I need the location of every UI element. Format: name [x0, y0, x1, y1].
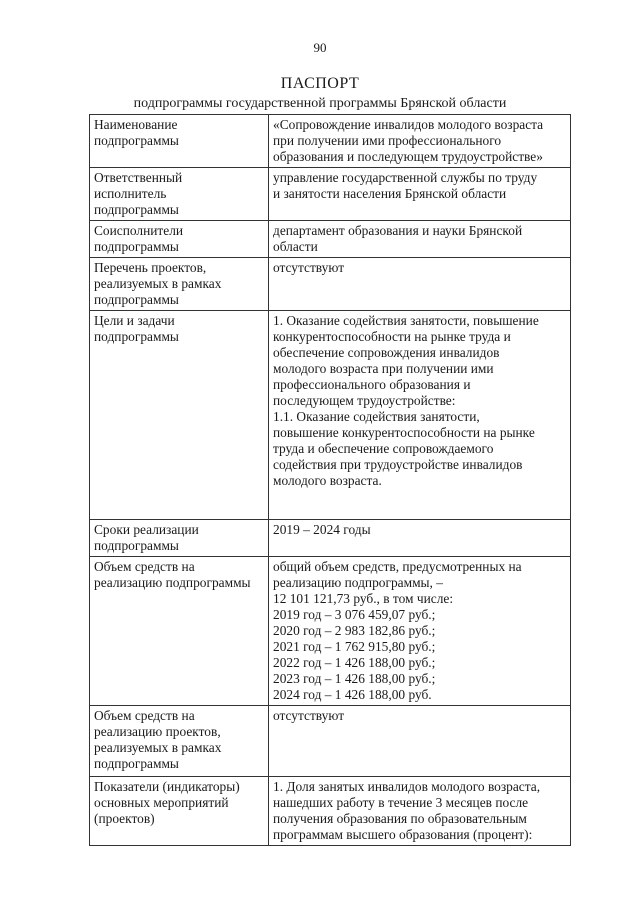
value-line: повышение конкурентоспособности на рынке	[273, 425, 535, 440]
label-line: подпрограммы	[94, 239, 179, 254]
row-value	[269, 706, 571, 777]
value-line: 2019 – 2024 годы	[273, 522, 371, 537]
value-line: 1. Оказание содействия занятости, повышение	[273, 313, 539, 328]
document-subtitle: подпрограммы государственной программы Брянской области	[133, 96, 507, 111]
value-line: 1.1. Оказание содействия занятости,	[273, 409, 480, 424]
row-label	[90, 777, 269, 846]
row-label	[90, 520, 269, 557]
row-label	[90, 115, 269, 168]
value-line: конкурентоспособности на рынке труда и	[273, 329, 511, 344]
value-line: 12 101 121,73 руб., в том числе:	[273, 591, 454, 606]
table-row	[90, 520, 571, 557]
value-line: профессионального образования и	[273, 377, 471, 392]
row-label	[90, 706, 269, 777]
table-row	[90, 221, 571, 258]
passport-table	[89, 114, 571, 846]
value-line: 2021 год – 1 762 915,80 руб.;	[273, 639, 436, 654]
table-row	[90, 311, 571, 520]
label-line: подпрограммы	[94, 202, 179, 217]
value-line: реализацию подпрограммы, –	[273, 575, 443, 590]
value-line: «Сопровождение инвалидов молодого возраста	[273, 117, 544, 132]
value-line: последующем трудоустройстве:	[273, 393, 456, 408]
row-value	[269, 557, 571, 706]
row-label	[90, 221, 269, 258]
label-line: подпрограммы	[94, 133, 179, 148]
value-line: получения образования по образовательным	[273, 811, 527, 826]
value-line: департамент образования и науки Брянской	[273, 223, 523, 238]
row-value	[269, 168, 571, 221]
value-line: 2019 год – 3 076 459,07 руб.;	[273, 607, 436, 622]
label-line: Соисполнители	[94, 223, 184, 238]
label-line: реализуемых в рамках	[94, 740, 222, 755]
value-line: молодого возраста.	[273, 473, 382, 488]
value-line: программам высшего образования (процент):	[273, 827, 533, 842]
value-line: 2020 год – 2 983 182,86 руб.;	[273, 623, 436, 638]
label-line: подпрограммы	[94, 292, 179, 307]
label-line: Объем средств на	[94, 708, 195, 723]
label-line: Наименование	[94, 117, 178, 132]
label-line: Ответственный	[94, 170, 183, 185]
table-row	[90, 777, 571, 846]
label-line: исполнитель	[94, 186, 167, 201]
value-line: общий объем средств, предусмотренных на	[273, 559, 522, 574]
value-line: 2022 год – 1 426 188,00 руб.;	[273, 655, 436, 670]
label-line: основных мероприятий	[94, 795, 229, 810]
label-line: Перечень проектов,	[94, 260, 207, 275]
table-row	[90, 258, 571, 311]
row-label	[90, 557, 269, 706]
label-line: Объем средств на	[94, 559, 195, 574]
label-line: реализацию проектов,	[94, 724, 221, 739]
label-line: Цели и задачи	[94, 313, 175, 328]
label-line: подпрограммы	[94, 329, 179, 344]
row-value	[269, 520, 571, 557]
value-line: содействия при трудоустройстве инвалидов	[273, 457, 523, 472]
value-line: 2023 год – 1 426 188,00 руб.;	[273, 671, 436, 686]
label-line: (проектов)	[94, 811, 155, 826]
value-line: отсутствуют	[273, 708, 345, 723]
label-line: Показатели (индикаторы)	[94, 779, 240, 794]
label-line: реализацию подпрограммы	[94, 575, 251, 590]
value-line: обеспечение сопровождения инвалидов	[273, 345, 500, 360]
row-value	[269, 115, 571, 168]
row-label	[90, 311, 269, 520]
row-value	[269, 221, 571, 258]
row-label	[90, 168, 269, 221]
label-line: подпрограммы	[94, 538, 179, 553]
value-line: при получении ими профессионального	[273, 133, 502, 148]
row-value	[269, 258, 571, 311]
value-line: труда и обеспечение сопровождаемого	[273, 441, 494, 456]
value-line: нашедших работу в течение 3 месяцев после	[273, 795, 529, 810]
value-line: 2024 год – 1 426 188,00 руб.	[273, 687, 432, 702]
page-number: 90	[313, 40, 327, 55]
label-line: подпрограммы	[94, 756, 179, 771]
row-value	[269, 311, 571, 520]
table-row	[90, 115, 571, 168]
label-line: реализуемых в рамках	[94, 276, 222, 291]
value-line: образования и последующем трудоустройстве»	[273, 149, 543, 164]
document-title: ПАСПОРТ	[280, 75, 360, 92]
value-line: области	[273, 239, 318, 254]
value-line: молодого возраста при получении ими	[273, 361, 494, 376]
table-row	[90, 557, 571, 706]
value-line: 1. Доля занятых инвалидов молодого возраста,	[273, 779, 541, 794]
row-label	[90, 258, 269, 311]
value-line: и занятости населения Брянской области	[273, 186, 507, 201]
table-row	[90, 706, 571, 777]
value-line: отсутствуют	[273, 260, 345, 275]
table-row	[90, 168, 571, 221]
value-line: управление государственной службы по труду	[273, 170, 538, 185]
label-line: Сроки реализации	[94, 522, 199, 537]
row-value	[269, 777, 571, 846]
